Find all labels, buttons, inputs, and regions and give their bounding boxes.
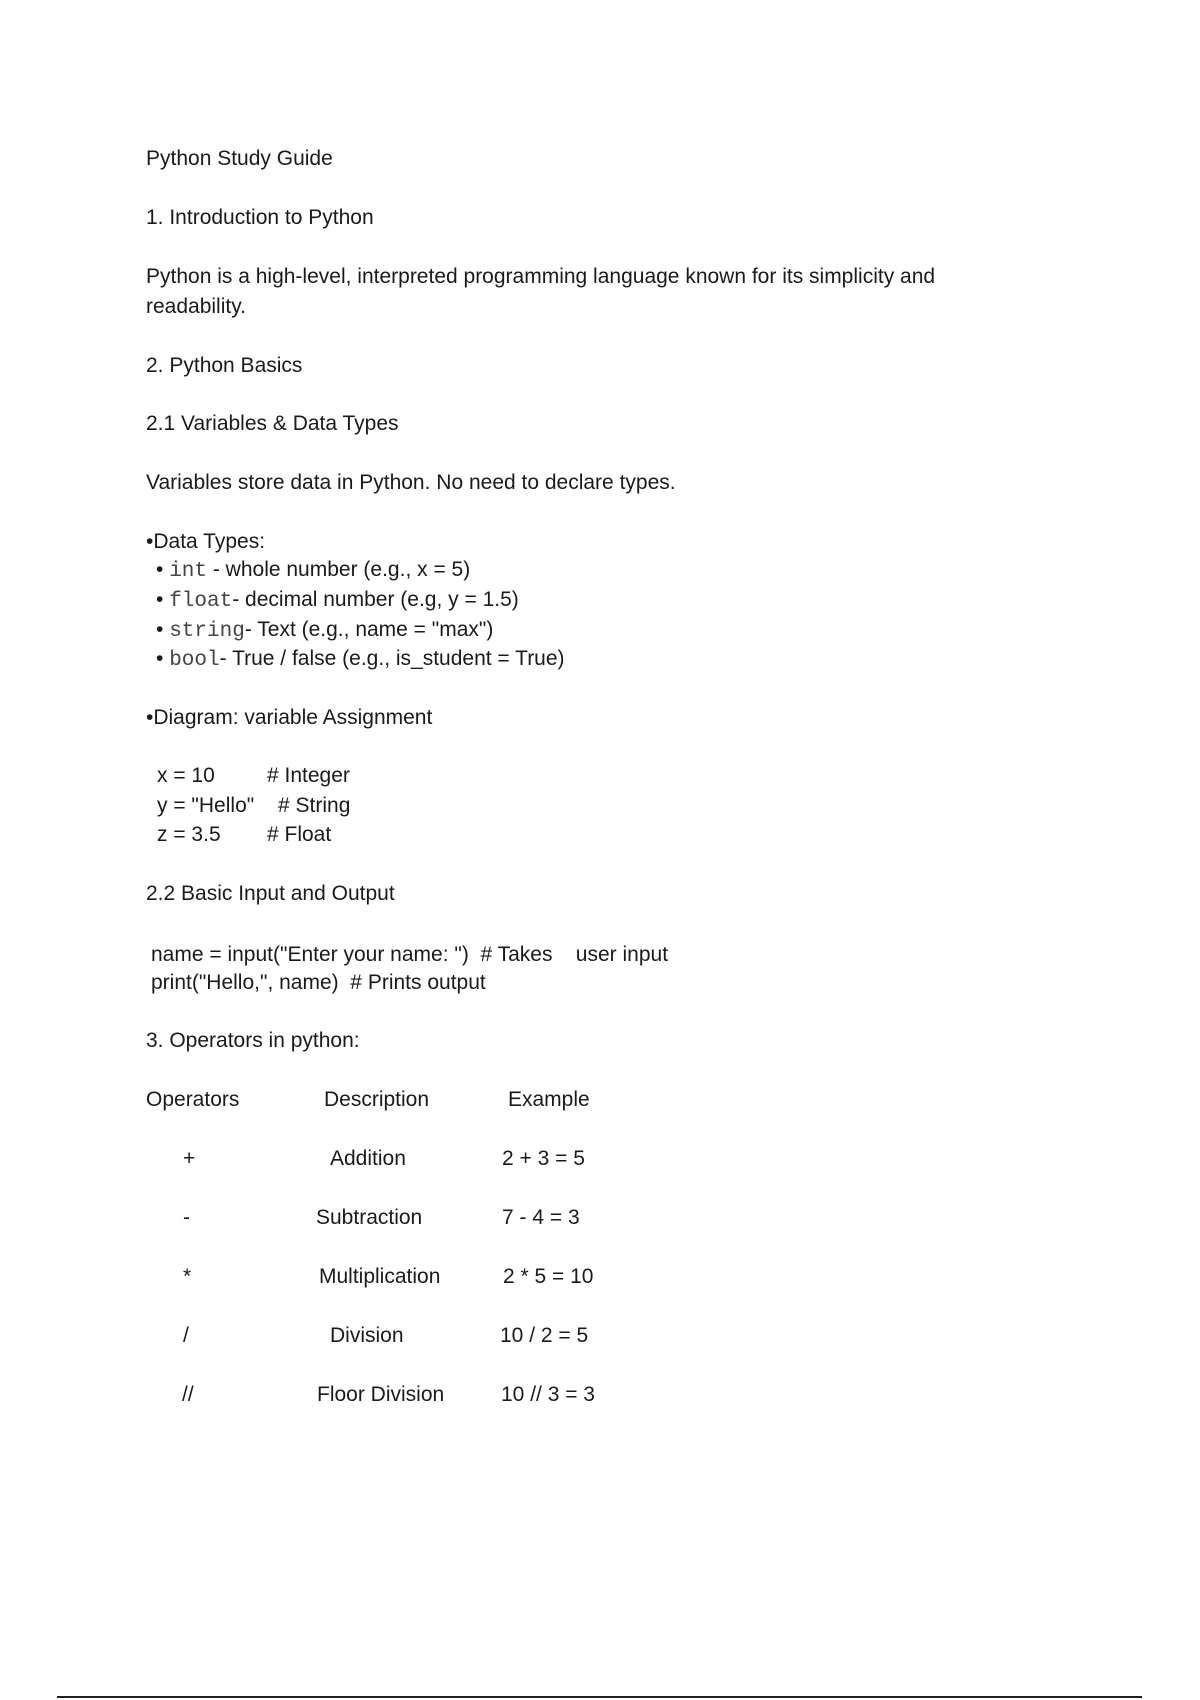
operator-description: Multiplication: [319, 1265, 441, 1288]
section-heading-introduction: 1. Introduction to Python: [146, 206, 374, 229]
operator-symbol: +: [183, 1147, 196, 1170]
subsection-heading-input-output: 2.2 Basic Input and Output: [146, 882, 395, 905]
operator-symbol: -: [183, 1206, 190, 1229]
column-header-description: Description: [324, 1088, 430, 1111]
operator-example: 10 / 2 = 5: [500, 1324, 589, 1347]
code-comment: # Integer: [267, 764, 350, 787]
operator-symbol: /: [183, 1324, 189, 1347]
operator-symbol: *: [183, 1265, 192, 1288]
bullet: •: [156, 647, 164, 670]
column-header-operators: Operators: [146, 1088, 240, 1111]
diagram-code-line: [157, 794, 351, 817]
data-type-item: [156, 648, 565, 671]
code-comment: # String: [278, 794, 351, 817]
operator-description: Division: [330, 1324, 404, 1347]
type-keyword: string: [169, 620, 245, 643]
section-heading-operators: 3. Operators in python:: [146, 1029, 360, 1052]
type-description: - whole number (e.g., x = 5): [207, 558, 471, 581]
operator-example: 2 + 3 = 5: [502, 1147, 585, 1170]
type-description: - True / false (e.g., is_student = True): [219, 647, 565, 670]
operator-description: Floor Division: [317, 1383, 445, 1406]
document-title: Python Study Guide: [146, 147, 333, 170]
type-description: - Text (e.g., name = "max"): [244, 618, 494, 641]
bullet: •: [156, 618, 164, 641]
operator-example: 2 * 5 = 10: [503, 1265, 594, 1288]
data-type-item: [156, 559, 470, 582]
type-description: - decimal number (e.g, y = 1.5): [232, 588, 519, 611]
code-comment: # Float: [267, 823, 332, 846]
code: z = 3.5: [157, 823, 221, 846]
operator-symbol: //: [182, 1383, 194, 1406]
data-type-item: [156, 619, 493, 642]
diagram-code-line: [157, 764, 350, 787]
diagram-code-line: [157, 823, 332, 846]
diagram-label: •Diagram: variable Assignment: [146, 706, 433, 729]
subsection-heading-variables: 2.1 Variables & Data Types: [146, 412, 399, 435]
type-keyword: int: [169, 560, 208, 583]
code: y = "Hello": [157, 794, 255, 817]
type-keyword: bool: [169, 649, 220, 672]
intro-paragraph-line-2: readability.: [146, 295, 246, 318]
section-heading-basics: 2. Python Basics: [146, 354, 303, 377]
data-type-item: [156, 589, 519, 612]
io-code-line: print("Hello,", name) # Prints output: [151, 971, 486, 994]
operator-description: Addition: [330, 1147, 406, 1170]
operator-example: 7 - 4 = 3: [502, 1206, 580, 1229]
data-types-label: •Data Types:: [146, 530, 266, 553]
operator-description: Subtraction: [316, 1206, 423, 1229]
operator-example: 10 // 3 = 3: [501, 1383, 595, 1406]
intro-paragraph-line-1: Python is a high-level, interpreted programming language known for its simplicity and: [146, 265, 936, 288]
type-keyword: float: [169, 590, 233, 613]
variables-description: Variables store data in Python. No need to declare types.: [146, 471, 676, 494]
io-code-line: name = input("Enter your name: ") # Takes user input: [151, 943, 669, 966]
column-header-example: Example: [508, 1088, 590, 1111]
code: x = 10: [157, 764, 215, 787]
page-bottom-rule: [57, 1696, 1142, 1698]
bullet: •: [156, 588, 164, 611]
bullet: •: [156, 558, 164, 581]
